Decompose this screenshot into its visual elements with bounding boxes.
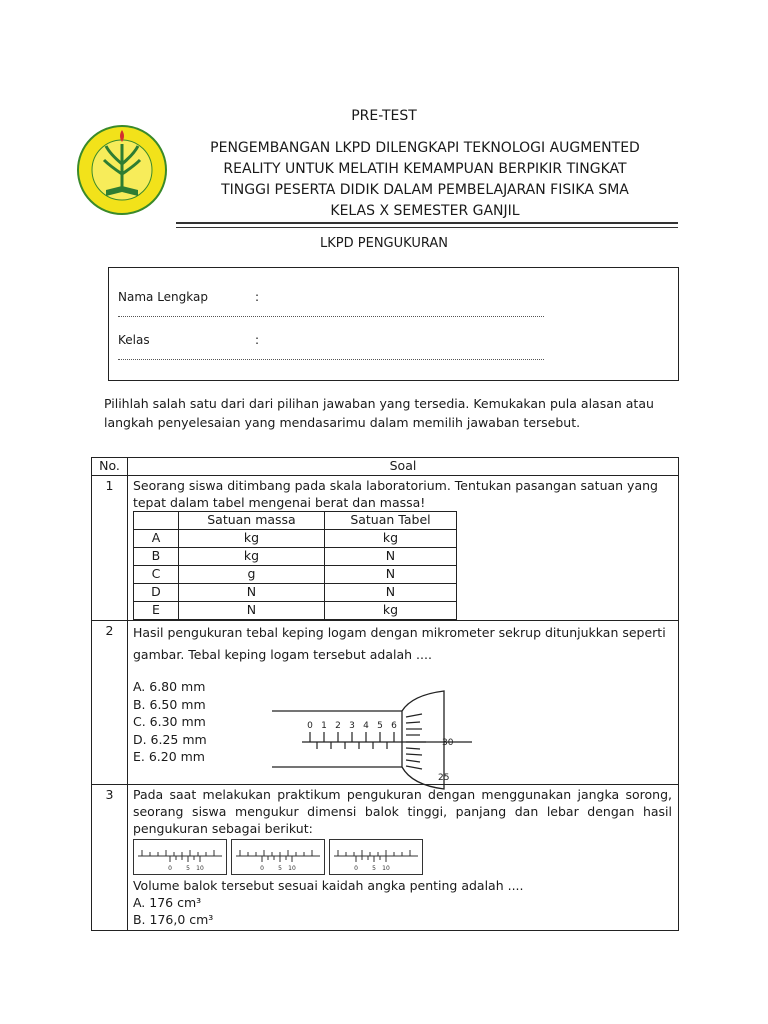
main-scale-label: 1 — [321, 721, 327, 731]
university-logo — [76, 124, 168, 216]
answer-option[interactable]: D. 6.25 mm — [132, 731, 207, 747]
answer-option[interactable]: A. 176 cm³ — [132, 895, 202, 910]
class-label: Kelas — [118, 333, 150, 347]
question-table — [91, 457, 679, 931]
unit-table-header — [133, 512, 178, 530]
class-colon: : — [255, 333, 260, 347]
name-colon: : — [255, 290, 260, 304]
caliper-label: 10 — [288, 865, 296, 872]
class-input-line[interactable] — [118, 359, 544, 360]
mass-unit: kg — [178, 548, 324, 566]
name-label: Nama Lengkap — [118, 290, 208, 304]
caliper-label: 5 — [186, 865, 190, 872]
mass-unit: N — [178, 584, 324, 602]
question-3-question: Volume balok tersebut sesuai kaidah angka penting adalah .... — [132, 878, 524, 893]
title-rule-thin — [176, 227, 678, 228]
question-number: 1 — [92, 476, 128, 621]
caliper-images — [133, 839, 672, 875]
caliper-label: 10 — [382, 865, 390, 872]
subtitle: LKPD PENGUKURAN — [320, 236, 448, 251]
caliper-label: 5 — [372, 865, 376, 872]
main-scale-label: 3 — [349, 721, 355, 731]
option-letter: C — [133, 566, 178, 584]
question-3-text: Pada saat melakukan praktikum pengukuran dengan menggunakan jangka sorong, seorang siswa mengukur dimensi balok tinggi, panjang dan lebar dengan hasil pengukuran sebagai berikut: — [132, 787, 672, 836]
identity-box — [108, 267, 679, 381]
thimble-label: 25 — [437, 773, 450, 783]
document-title — [180, 138, 670, 222]
mass-unit: N — [178, 602, 324, 620]
instructions: Pilihlah salah satu dari dari pilihan jawaban yang tersedia. Kemukakan pula alasan atau langkah penyelesaian yang mendasarimu dalam memilih jawaban tersebut. — [104, 396, 654, 430]
title-line: TINGGI PESERTA DIDIK DALAM PEMBELAJARAN FISIKA SMA — [221, 182, 629, 198]
caliper-label: 0 — [168, 865, 172, 872]
weight-unit: N — [324, 566, 456, 584]
question-number: 3 — [92, 785, 128, 931]
main-scale-label: 0 — [307, 721, 313, 731]
question-number: 2 — [92, 621, 128, 785]
unit-table-header: Satuan massa — [178, 512, 324, 530]
answer-option[interactable]: B. 176,0 cm³ — [132, 912, 214, 927]
option-letter: B — [133, 548, 178, 566]
col-soal-header: Soal — [127, 458, 678, 476]
caliper-reading — [329, 839, 423, 875]
pretest-heading: PRE-TEST — [351, 108, 417, 124]
main-scale-label: 4 — [363, 721, 369, 731]
caliper-reading — [231, 839, 325, 875]
question-2-text: Hasil pengukuran tebal keping logam dengan mikrometer sekrup ditunjukkan seperti gambar. Tebal keping logam tersebut adalah .... — [132, 625, 666, 662]
caliper-label: 0 — [260, 865, 264, 872]
col-no-header: No. — [92, 458, 128, 476]
caliper-label: 10 — [196, 865, 204, 872]
option-letter: A — [133, 530, 178, 548]
name-input-line[interactable] — [118, 316, 544, 317]
weight-unit: kg — [324, 602, 456, 620]
caliper-reading — [133, 839, 227, 875]
title-rule — [176, 222, 678, 224]
answer-option[interactable]: B. 6.50 mm — [132, 696, 206, 712]
unit-table-header: Satuan Tabel — [324, 512, 456, 530]
weight-unit: kg — [324, 530, 456, 548]
mass-unit: g — [178, 566, 324, 584]
weight-unit: N — [324, 548, 456, 566]
caliper-label: 0 — [354, 865, 358, 872]
main-scale-label: 5 — [377, 721, 383, 731]
answer-option[interactable]: E. 6.20 mm — [132, 749, 205, 764]
main-scale-label: 6 — [391, 721, 397, 731]
title-line: KELAS X SEMESTER GANJIL — [330, 203, 520, 219]
option-letter: D — [133, 584, 178, 602]
weight-unit: N — [324, 584, 456, 602]
caliper-label: 5 — [278, 865, 282, 872]
thimble-label: 30 — [441, 738, 454, 748]
title-line: REALITY UNTUK MELATIH KEMAMPUAN BERPIKIR TINGKAT — [223, 161, 627, 177]
option-letter: E — [133, 602, 178, 620]
title-line: PENGEMBANGAN LKPD DILENGKAPI TEKNOLOGI AUGMENTED — [210, 140, 640, 156]
micrometer-image — [272, 687, 492, 791]
main-scale-label: 2 — [335, 721, 341, 731]
unit-table — [133, 511, 457, 620]
mass-unit: kg — [178, 530, 324, 548]
question-1-text: Seorang siswa ditimbang pada skala laboratorium. Tentukan pasangan satuan yang tepat dalam tabel mengenai berat dan massa! — [132, 478, 658, 510]
answer-option[interactable]: A. 6.80 mm — [132, 679, 206, 694]
answer-option[interactable]: C. 6.30 mm — [132, 714, 206, 729]
